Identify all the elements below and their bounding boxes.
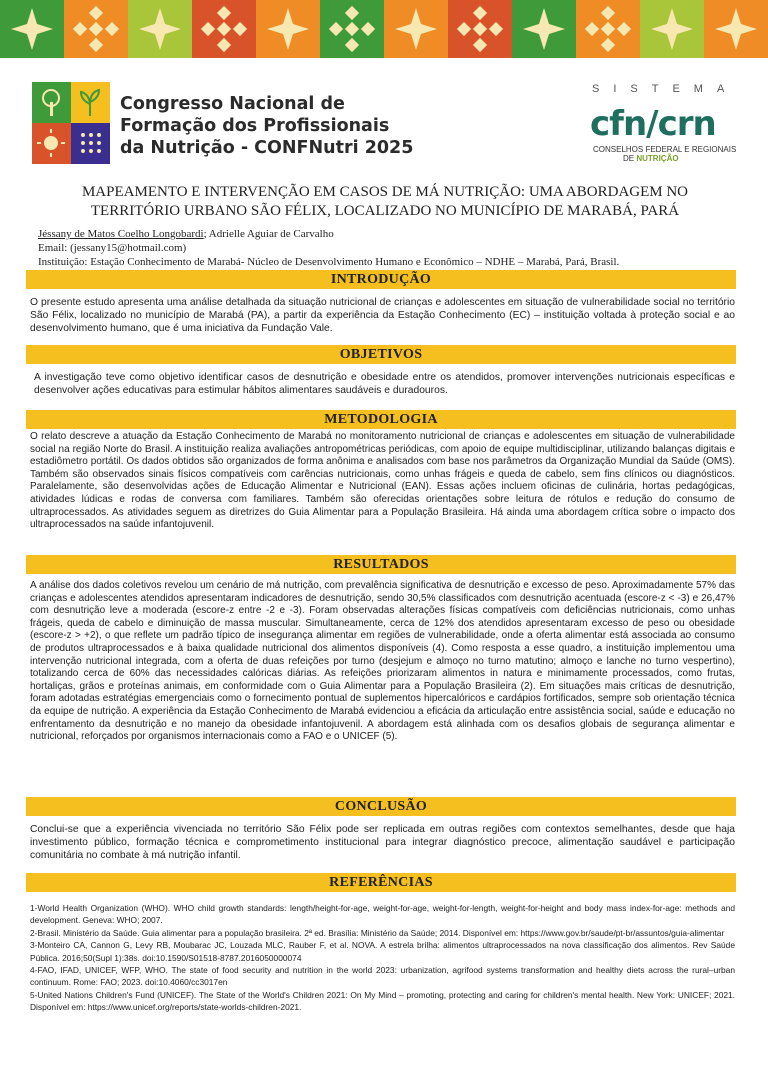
logo-sprout-icon bbox=[71, 82, 110, 123]
author-institution: Instituição: Estação Conhecimento de Marabá- Núcleo de Desenvolvimento Humano e Econômico – NDHE – Marabá, Pará, Brasil. bbox=[38, 256, 620, 268]
sistema-label: SISTEMA bbox=[592, 83, 739, 95]
conclusion-text: Conclui-se que a experiência vivenciada no território São Félix pode ser replicada em outras regiões com contextos semelhantes, desde que haja investimento público, formação técnica e comprometimento institucional para integrar diagnóstico precoce, alimentação saudável e participação comunitária no combate à má nutrição infantil. bbox=[30, 824, 735, 861]
author-separator: ; bbox=[203, 228, 209, 240]
conclusion-heading: CONCLUSÃO bbox=[26, 797, 736, 816]
references-list bbox=[30, 902, 735, 1014]
methods-heading: METODOLOGIA bbox=[26, 410, 736, 429]
reference-item: 1-World Health Organization (WHO). WHO child growth standards: length/height-for-age, weight-for-age, weight-for-length, weight-for-height and body mass index-for-age: methods and development. Geneva: WHO; 2007. bbox=[30, 903, 735, 926]
methods-text: O relato descreve a atuação da Estação Conhecimento de Marabá no monitoramento nutricional de crianças e adolescentes em situação de vulnerabilidade social na região Norte do Brasil. A instituição realiza avaliações antropométricas periódicas, com apoio de equipe multidisciplinar, utilizando balanças digitais e estadiômetro portátil. Os dados obtidos são organizados de forma anônima e analisados com base nos parâmetros da Organização Mundial da Saúde (OMS). Também são observados sinais físicos compatíveis com carências nutricionais, como unhas frágeis e queda de cabelo, sem fins clínicos ou diagnósticos. Paralelamente, são desenvolvidas ações de Educação Alimentar e Nutricional (EAN). Essas ações incluem oficinas de culinária, hortas pedagógicas, atividades lúdicas e rodas de conversa com familiares. Também são oferecidas orientações sobre leitura de rótulos e redução do consumo de ultraprocessados. As atividades seguem as diretrizes do Guia Alimentar para a População Brasileira. Há ainda uma abordagem crítica sobre o impacto dos ultraprocessados na saúde infantojuvenil. bbox=[30, 431, 735, 531]
references-heading: REFERÊNCIAS bbox=[26, 873, 736, 892]
poster-title bbox=[40, 183, 730, 221]
title-line-1: MAPEAMENTO E INTERVENÇÃO EM CASOS DE MÁ NUTRIÇÃO: UMA ABORDAGEM NO bbox=[81, 184, 689, 200]
intro-text: O presente estudo apresenta uma análise detalhada da situação nutricional de crianças e adolescentes em situação de vulnerabilidade social no território São Félix, localizado no município de Marabá (PA), a partir da experiência da Estação Conhecimento (EC) – instituição voltada à proteção social e ao desenvolvimento humano, que é uma iniciativa da Fundação Vale. bbox=[30, 297, 735, 334]
cfn-subtitle-nutricao: NUTRIÇÃO bbox=[636, 154, 679, 163]
intro-heading: INTRODUÇÃO bbox=[26, 270, 736, 289]
logo-dots-icon bbox=[71, 123, 110, 164]
results-text: A análise dos dados coletivos revelou um cenário de má nutrição, com prevalência significativa de desnutrição e excesso de peso. Aproximadamente 57% das crianças e adolescentes atendidos apresentaram indicadores de desnutrição, sendo 30,5% classificados com desnutrição acentuada (escore-z < -3) e 26,47% com desnutrição leve a moderada (escore-z entre -2 e -3). Foram observadas alterações físicas compatíveis com deficiências nutricionais, como unhas frágeis, queda de cabelo e diminuição de massa muscular. Simultaneamente, cerca de 12% dos atendidos apresentaram excesso de peso ou obesidade (escore-z > +2), o que reflete um padrão típico de insegurança alimentar em regiões de vulnerabilidade, onde a oferta alimentar está associada ao consumo de produtos ultraprocessados e à baixa qualidade nutricional dos alimentos disponíveis (4). Como resposta a esse quadro, a instituição implementou uma intervenção nutricional integrada, com a oferta de duas refeições por turno (desjejum e almoço no turno matutino; almoço e lanche no turno vespertino), totalizando cerca de 60% das necessidades calóricas diárias. As refeições priorizaram alimentos in natura e minimamente processados, como frutas, hortaliças, grãos e proteínas animais, em conformidade com o Guia Alimentar para a População Brasileira (2). Em situações mais críticas de desnutrição, foram adotadas estratégias emergenciais como o fornecimento pontual de suplementos hipercalóricos e cardápios fortificados, sempre sob orientação técnica da equipe de nutrição. A experiência da Estação Conhecimento de Marabá evidenciou a eficácia da articulação entre assistência social, saúde e educação no enfrentamento da desnutrição e no manejo da obesidade infantojuvenil. A abordagem está alinhada com os desafios globais de segurança alimentar e nutricional, reforçados por organismos internacionais como a FAO e o UNICEF (5). bbox=[30, 580, 735, 743]
banner-tile bbox=[64, 0, 128, 58]
banner-tile bbox=[192, 0, 256, 58]
banner-tile bbox=[704, 0, 768, 58]
reference-item: 5-United Nations Children's Fund (UNICEF). The State of the World's Children 2021: On My Mind – promoting, protecting and caring for children's mental health. New York: UNICEF; 2021. Disponível em: https://www.unicef.org/reports/state-worlds-children-2021. bbox=[30, 989, 735, 1013]
banner-tile bbox=[320, 0, 384, 58]
author-email: Email: (jessany15@hotmail.com) bbox=[38, 242, 187, 254]
banner-tile bbox=[448, 0, 512, 58]
reference-item: 3-Monteiro CA, Cannon G, Levy RB, Moubarac JC, Louzada MLC, Rauber F, et al. NOVA. A estrela brilha: alimentos ultraprocessados na nova classificação dos alimentos. Rev Saúde Pública. 2016;50(Supl 1):38s. doi:10.1590/S01518-8787.2016050000074 bbox=[30, 940, 735, 963]
objectives-text: A investigação teve como objetivo identificar casos de desnutrição e obesidade entre os atendidos, promover intervenções nutricionais específicas e desenvolver ações educativas para estimular hábitos alimentares saudáveis e duradouros. bbox=[34, 372, 735, 396]
decorative-banner bbox=[0, 0, 768, 58]
congress-line-3: da Nutrição - CONFNutri 2025 bbox=[120, 138, 414, 158]
congress-logo bbox=[32, 82, 110, 164]
results-heading: RESULTADOS bbox=[26, 555, 736, 574]
author-2: Adrielle Aguiar de Carvalho bbox=[208, 228, 334, 240]
objectives-heading: OBJETIVOS bbox=[26, 345, 736, 364]
banner-tile bbox=[576, 0, 640, 58]
banner-tile bbox=[384, 0, 448, 58]
congress-title bbox=[120, 93, 420, 159]
cfn-subtitle bbox=[593, 145, 743, 163]
authors-block bbox=[38, 227, 738, 269]
cfn-crn-logo: cfn/crn bbox=[590, 104, 716, 144]
reference-item: 2-Brasil. Ministério da Saúde. Guia alimentar para a população brasileira. 2ª ed. Brasília: Ministério da Saúde; 2014. Disponível em: https://www.gov.br/saude/pt-br/assuntos/guia-alimentar bbox=[30, 927, 725, 938]
cfn-subtitle-prefix: DE bbox=[623, 154, 637, 163]
banner-tile bbox=[256, 0, 320, 58]
congress-line-1: Congresso Nacional de bbox=[120, 94, 345, 114]
title-line-2: TERRITÓRIO URBANO SÃO FÉLIX, LOCALIZADO NO MUNICÍPIO DE MARABÁ, PARÁ bbox=[90, 203, 680, 219]
reference-item: 4-FAO, IFAD, UNICEF, WFP, WHO. The state of food security and nutrition in the world 2023: urbanization, agrifood systems transformation and healthy diets across the rural–urban continuum. Rome: FAO; 2023. doi:10.4060/cc3017en bbox=[30, 965, 735, 988]
banner-tile bbox=[0, 0, 64, 58]
banner-tile bbox=[640, 0, 704, 58]
author-1: Jéssany de Matos Coelho Longobardi bbox=[38, 228, 204, 240]
banner-tile bbox=[512, 0, 576, 58]
logo-tree-icon bbox=[32, 82, 71, 123]
cfn-subtitle-line-1: CONSELHOS FEDERAL E REGIONAIS bbox=[593, 145, 737, 154]
congress-line-2: Formação dos Profissionais bbox=[120, 116, 390, 136]
logo-sun-icon bbox=[32, 123, 71, 164]
banner-tile bbox=[128, 0, 192, 58]
